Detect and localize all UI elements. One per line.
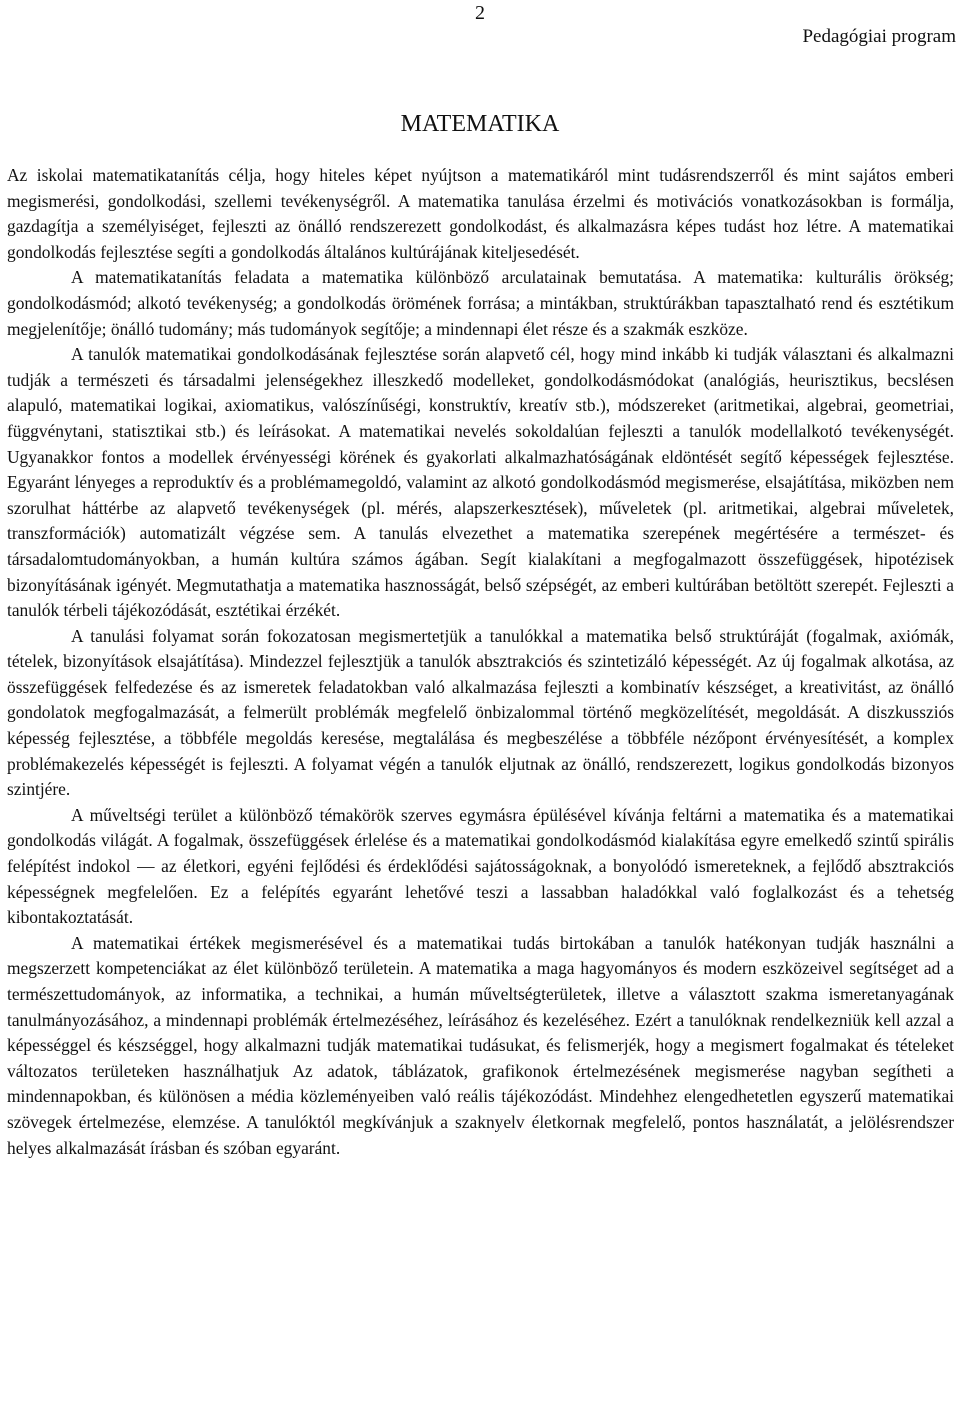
page-number: 2 [475, 2, 485, 24]
running-header: Pedagógiai program [802, 26, 956, 47]
paragraph: A tanulók matematikai gondolkodásának fejlesztése során alapvető cél, hogy mind inkább ki tudják választani és alkalmazni tudják a természeti és társadalmi jelenségekhez illeszkedő modelleket, gondolkodásmódokat (analógiás, heurisztikus, becslésen alapuló, matematikai logikai, axiomatikus, valószínűségi, konstruktív, kreatív stb.), módszereket (aritmetikai, algebrai, geometriai, függvénytani, statisztikai stb.) és leírásokat. A matematikai nevelés sokoldalúan fejleszti a tanulók modellalkotó tevékenységét. Ugyanakkor fontos a modellek érvényességi körének és gyakorlati alkalmazhatóságának eldöntését segítő képességek fejlesztése. Egyaránt lényeges a reproduktív és a problémamegoldó, valamint az alkotó gondolkodásmód megismerése, elsajátítása, miközben nem szorulhat háttérbe az alapvető tevékenységek (pl. mérés, alapszerkesztések), műveletek (pl. aritmetikai, algebrai műveletek, transzformációk) automatizált végzése sem. A tanulás elvezethet a matematika szerepének megértésére a természet- és társadalomtudományokban, a humán kultúra számos ágában. Segít kialakítani a megfogalmazott összefüggések, hipotézisek bizonyításának igényét. Megmutathatja a matematika hasznosságát, belső szépségét, az emberi kultúrában betöltött szerepét. Fejleszti a tanulók térbeli tájékozódását, esztétikai érzékét. [7, 344, 954, 621]
paragraph: A matematikai értékek megismerésével és a matematikai tudás birtokában a tanulók hatékonyan tudják használni a megszerzett kompetenciákat az élet különböző területein. A matematika a maga hagyományos és modern eszközeivel segítséget ad a természettudományok, az informatika, a technikai, a humán műveltségterületek, illetve a választott szakma ismeretanyagának tanulmányozásához, a mindennapi problémák értelmezéséhez, leírásához és kezeléséhez. Ezért a tanulóknak rendelkezniük kell azzal a képességgel és készséggel, hogy alkalmazni tudják matematikai tudásukat, és felismerjék, hogy a megismert fogalmakat és tételeket változatos területeken használhatjuk Az adatok, táblázatok, grafikonok értelmezésének megismerése nagyban segítheti a mindennapokban, és különösen a média közleményeiben való reális tájékozódást. Mindehhez elengedhetetlen egyszerű matematikai szövegek értelmezése, elemzése. A tanulóktól megkívánjuk a szaknyelv életkornak megfelelő, pontos használatát, a jelölésrendszer helyes alkalmazását írásban és szóban egyaránt. [7, 932, 954, 1158]
paragraph: A tanulási folyamat során fokozatosan megismertetjük a tanulókkal a matematika belső struktúráját (fogalmak, axiómák, tételek, bizonyítások elsajátítása). Mindezzel fejlesztjük a tanulók absztrakciós és szintetizáló képességét. Az új fogalmak alkotása, az összefüggések felfedezése és az ismeretek feladatokban való alkalmazása fejleszti a kombinatív készséget, a kreativitást, az önálló gondolatok megfogalmazását, a felmerült problémák megfelelő önbizalommal történő megközelítését, megoldását. A diszkussziós képesség fejlesztése, a többféle megoldás keresése, megtalálása és megbeszélése a többféle nézőpont érvényesítését, a komplex problémakezelés képességét is fejleszti. A folyamat végén a tanulók eljutnak az önálló, rendszerezett, logikus gondolkodás bizonyos szintjére. [7, 625, 954, 800]
paragraph: A műveltségi terület a különböző témakörök szerves egymásra épülésével kívánja feltárni a matematika és a matematikai gondolkodás világát. A fogalmak, összefüggések érlelése és a matematikai gondolkodásmód kialakítása egyre emelkedő szintű spirális felépítést indokol — az életkori, egyéni fejlődési és érdeklődési sajátosságoknak, a bonyolódó ismereteknek, a fejlődő absztrakciós képességnek megfelelően. Ez a felépítés egyaránt lehetővé teszi a lassabban haladókkal való foglalkozást és a tehetség kibontakoztatását. [7, 804, 954, 928]
paragraph: A matematikatanítás feladata a matematika különböző arculatainak bemutatása. A matematika: kulturális örökség; gondolkodásmód; alkotó tevékenység; a gondolkodás örömének forrása; a mintákban, struktúrákban tapasztalható rend és esztétikum megjelenítője; önálló tudomány; más tudományok segítője; a mindennapi élet része és a szakmák eszköze. [7, 267, 954, 339]
paragraph: Az iskolai matematikatanítás célja, hogy hiteles képet nyújtson a matematikáról mint tudásrendszerről és mint sajátos emberi megismerési, gondolkodási, szellemi tevékenységről. A matematika tanulása érzelmi és motivációs vonatkozásokban is formálja, gazdagítja a személyiséget, fejleszti az önálló rendszerezett gondolkodást, és alkalmazásra képes tudást hoz létre. A matematikai gondolkodás fejlesztése segíti a gondolkodás általános kultúrájának kiteljesedését. [7, 165, 954, 262]
document-body [7, 163, 954, 1161]
document-title: MATEMATIKA [400, 111, 560, 137]
